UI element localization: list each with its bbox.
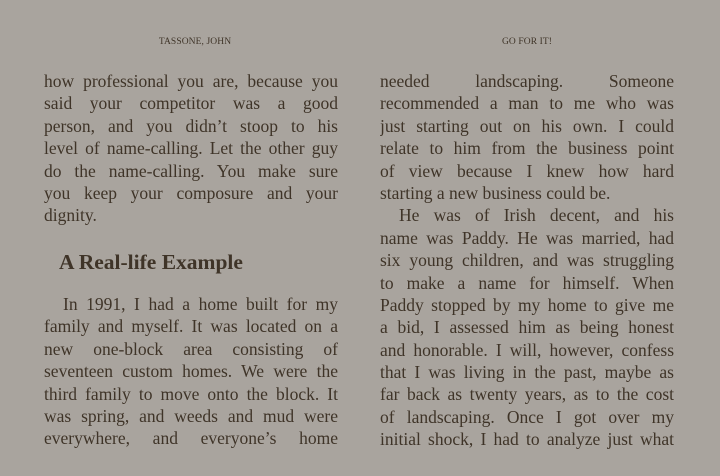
text-line: In 1991, I had a home built for my [63,294,338,314]
text-line: everywhere, and everyone’s home [44,428,338,449]
text-line: new one-block area consisting of [44,338,338,359]
text-line: and honorable. I will, however, confess [380,339,674,360]
text-line: third family to move onto the block. It [44,383,338,404]
running-header-title: GO FOR IT! [501,37,553,47]
text-line: of view because I knew how hard [380,160,674,181]
text-line: level of name-calling. Let the other guy [44,138,338,159]
text-line: name was Paddy. He was married, had [380,227,674,248]
text-line: person, and you didn’t stoop to his [44,115,338,136]
text-line: do the name-calling. You make sure [44,160,338,181]
text-line: six young children, and was struggling [380,250,674,271]
text-line: starting a new business could be. [380,182,611,203]
text-line: that I was living in the past, maybe as [380,362,674,383]
text-line: He was of Irish decent, and his [399,205,674,226]
text-line: was spring, and weeds and mud were [44,405,338,426]
text-line: you keep your composure and your [44,182,338,203]
text-line: family and myself. It was located on a [44,316,338,337]
right-page-text [380,70,674,451]
text-line: dignity. [44,205,97,226]
text-line: relate to him from the business point [380,138,674,159]
text-line: to make a name for himself. When [380,272,674,293]
text-line: far back as twenty years, as to the cost [380,384,674,405]
text-line: Paddy stopped by my home to give me [380,294,674,315]
text-line: recommended a man to me who was [380,93,674,114]
section-heading: A Real-life Example [59,250,243,274]
text-line: said your competitor was a good [44,93,338,114]
left-page-text [44,70,338,227]
running-header-author: TASSONE, JOHN [158,37,232,47]
left-page-lower-text [44,293,338,450]
text-line: just starting out on his own. I could [380,115,674,136]
text-line: of landscaping. Once I got over my [380,406,674,427]
text-line: initial shock, I had to analyze just what [380,429,674,450]
text-line: seventeen custom homes. We were the [44,361,338,382]
text-line: needed landscaping. Someone [380,71,674,91]
text-line: a bid, I assessed him as being honest [380,317,674,338]
text-line: how professional you are, because you [44,71,338,91]
